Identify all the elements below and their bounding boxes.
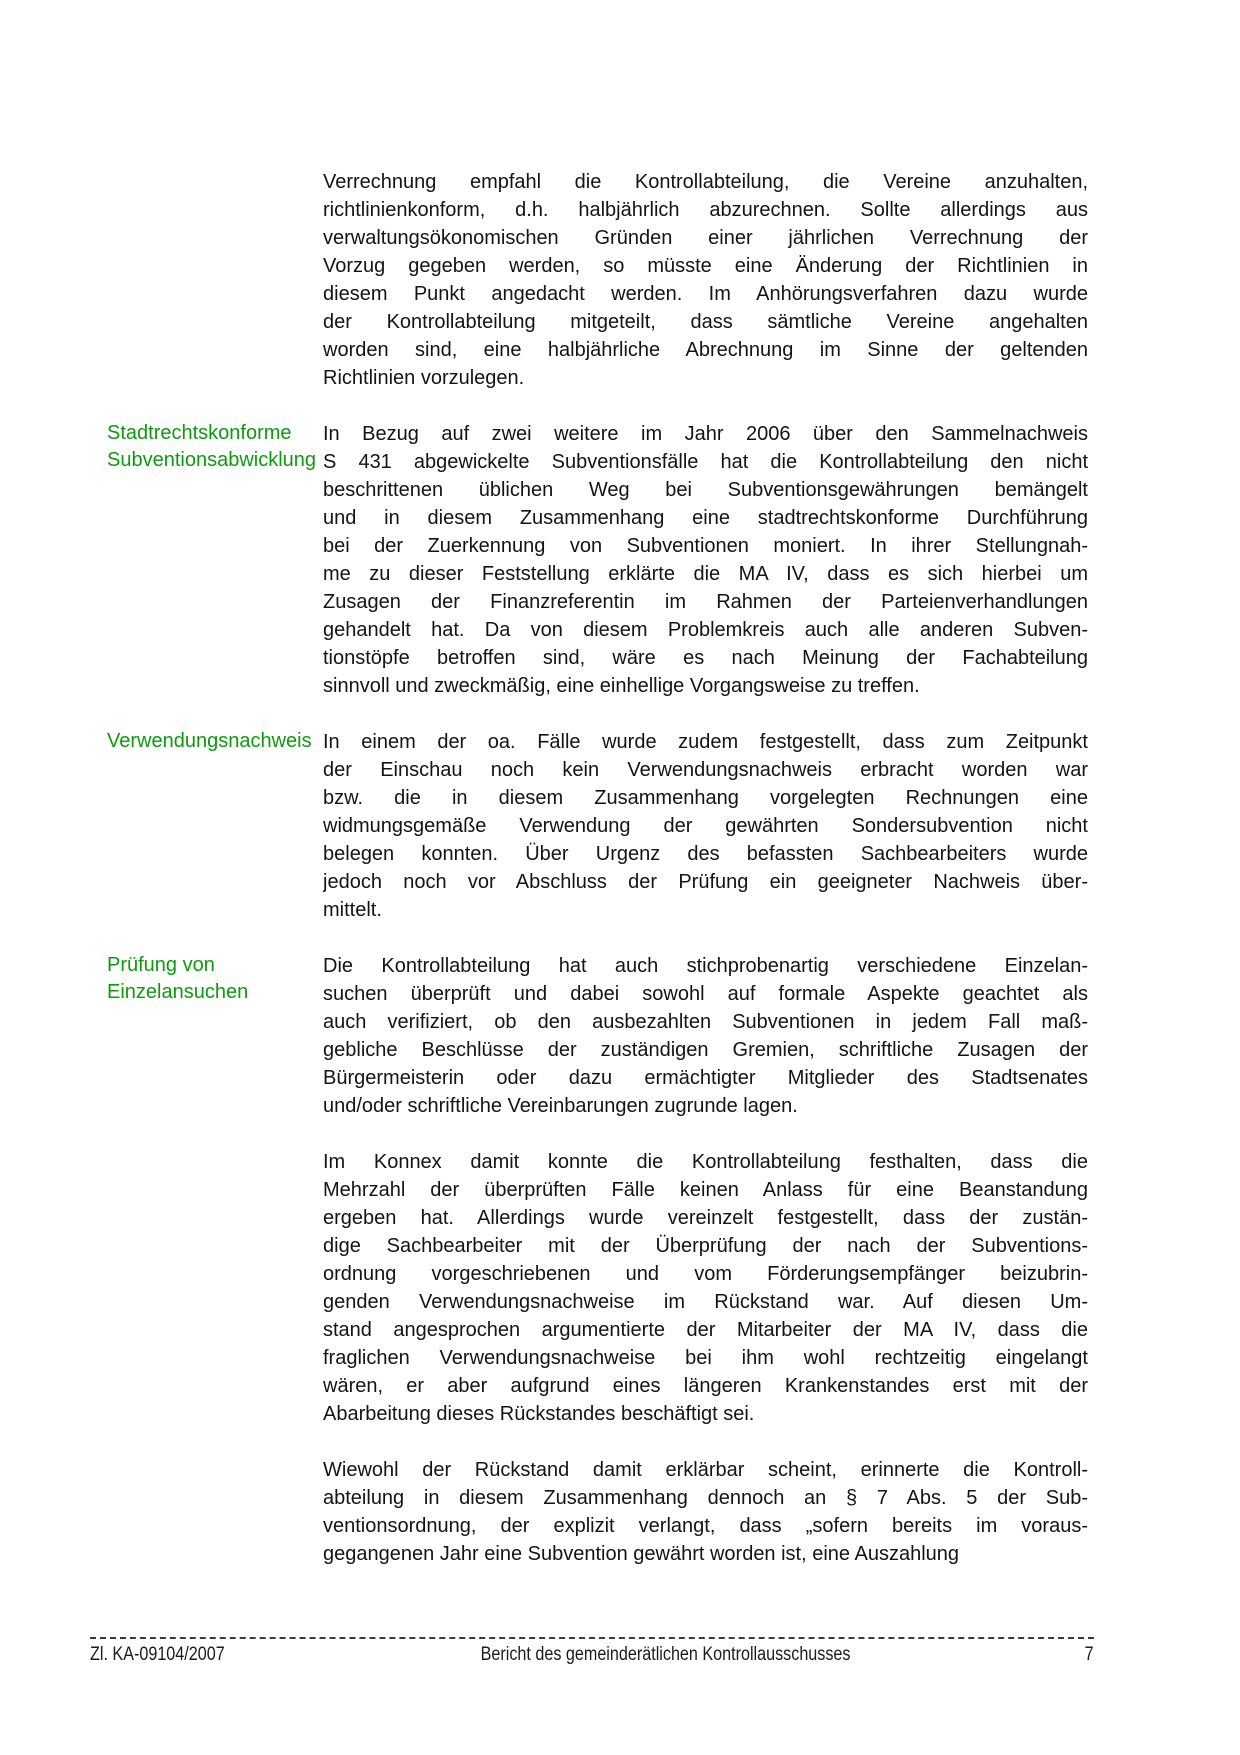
footer: [90, 1637, 1094, 1666]
text-line: worden sind, eine halbjährliche Abrechnung im Sinne der geltenden: [323, 339, 1088, 361]
margin-label: [107, 420, 323, 474]
body-text: [107, 168, 1088, 1596]
margin-label-line: Stadtrechtskonforme: [107, 422, 292, 444]
text-line: fraglichen Verwendungsnachweise bei ihm wohl rechtzeitig eingelangt: [323, 1347, 1088, 1369]
margin-label-line: Subventionsabwicklung: [107, 449, 317, 471]
margin-label: [107, 952, 323, 1006]
section-row: [107, 168, 1088, 392]
paragraph: [323, 168, 1088, 392]
text-line: Mehrzahl der überprüften Fälle keinen Anlass für eine Beanstandung: [323, 1179, 1088, 1201]
text-line: In einem der oa. Fälle wurde zudem festgestellt, dass zum Zeitpunkt: [323, 731, 1088, 753]
text-line: der Kontrollabteilung mitgeteilt, dass sämtliche Vereine angehalten: [323, 311, 1088, 333]
text-line: suchen überprüft und dabei sowohl auf formale Aspekte geachtet als: [323, 983, 1088, 1005]
text-line: jedoch noch vor Abschluss der Prüfung ein geeigneter Nachweis über-: [323, 871, 1088, 893]
section-row: [107, 952, 1088, 1120]
text-line: Wiewohl der Rückstand damit erklärbar scheint, erinnerte die Kontroll-: [323, 1459, 1088, 1481]
text-line: dige Sachbearbeiter mit der Überprüfung der nach der Subventions-: [323, 1235, 1088, 1257]
section-row: [107, 420, 1088, 700]
text-line: belegen konnten. Über Urgenz des befassten Sachbearbeiters wurde: [323, 843, 1088, 865]
text-line: ventionsordnung, der explizit verlangt, dass „sofern bereits im voraus-: [323, 1515, 1088, 1537]
text-line: bzw. die in diesem Zusammenhang vorgelegten Rechnungen eine: [323, 787, 1088, 809]
paragraph: [323, 420, 1088, 700]
paragraph: [323, 728, 1088, 924]
text-line: der Einschau noch kein Verwendungsnachweis erbracht worden war: [323, 759, 1088, 781]
section-row: [107, 728, 1088, 924]
paragraph: [323, 1148, 1088, 1428]
paragraph: [323, 1456, 1088, 1568]
text-line: und in diesem Zusammenhang eine stadtrechtskonforme Durchführung: [323, 507, 1088, 529]
text-line: ordnung vorgeschriebenen und vom Förderungsempfänger beizubrin-: [323, 1263, 1088, 1285]
text-line: widmungsgemäße Verwendung der gewährten Sondersubvention nicht: [323, 815, 1088, 837]
footer-page-number: 7: [1084, 1644, 1094, 1665]
text-line: richtlinienkonform, d.h. halbjährlich abzurechnen. Sollte allerdings aus: [323, 199, 1088, 221]
text-line: auch verifiziert, ob den ausbezahlten Subventionen in jedem Fall maß-: [323, 1011, 1088, 1033]
text-line: bei der Zuerkennung von Subventionen moniert. In ihrer Stellungnah-: [323, 535, 1088, 557]
text-line: sinnvoll und zweckmäßig, eine einhellige Vorgangsweise zu treffen.: [323, 675, 920, 697]
footer-reference: Zl. KA-09104/2007: [90, 1644, 225, 1665]
text-line: tionstöpfe betroffen sind, wäre es nach Meinung der Fachabteilung: [323, 647, 1088, 669]
text-line: Vorzug gegeben werden, so müsste eine Änderung der Richtlinien in: [323, 255, 1088, 277]
text-line: S 431 abgewickelte Subventionsfälle hat die Kontrollabteilung den nicht: [323, 451, 1088, 473]
text-line: ergeben hat. Allerdings wurde vereinzelt festgestellt, dass der zustän-: [323, 1207, 1088, 1229]
text-line: wären, er aber aufgrund eines längeren Krankenstandes erst mit der: [323, 1375, 1088, 1397]
text-line: genden Verwendungsnachweise im Rückstand war. Auf diesen Um-: [323, 1291, 1088, 1313]
text-line: Im Konnex damit konnte die Kontrollabteilung festhalten, dass die: [323, 1151, 1088, 1173]
section-row: [107, 1456, 1088, 1568]
text-line: abteilung in diesem Zusammenhang dennoch an § 7 Abs. 5 der Sub-: [323, 1487, 1088, 1509]
text-line: Zusagen der Finanzreferentin im Rahmen der Parteienverhandlungen: [323, 591, 1088, 613]
text-line: gehandelt hat. Da von diesem Problemkreis auch alle anderen Subven-: [323, 619, 1088, 641]
text-line: Richtlinien vorzulegen.: [323, 367, 525, 389]
text-line: mittelt.: [323, 899, 382, 921]
text-line: me zu dieser Feststellung erklärte die MA IV, dass es sich hierbei um: [323, 563, 1088, 585]
text-line: Bürgermeisterin oder dazu ermächtigter Mitglieder des Stadtsenates: [323, 1067, 1088, 1089]
text-line: In Bezug auf zwei weitere im Jahr 2006 über den Sammelnachweis: [323, 423, 1088, 445]
margin-label: [107, 728, 323, 755]
text-line: gegangenen Jahr eine Subvention gewährt worden ist, eine Auszahlung: [323, 1543, 960, 1565]
text-line: Abarbeitung dieses Rückstandes beschäftigt sei.: [323, 1403, 755, 1425]
text-line: diesem Punkt angedacht werden. Im Anhörungsverfahren dazu wurde: [323, 283, 1088, 305]
footer-title: Bericht des gemeinderätlichen Kontrollausschusses: [480, 1644, 851, 1665]
text-line: beschrittenen üblichen Weg bei Subventionsgewährungen bemängelt: [323, 479, 1088, 501]
text-line: gebliche Beschlüsse der zuständigen Gremien, schriftliche Zusagen der: [323, 1039, 1088, 1061]
text-line: und/oder schriftliche Vereinbarungen zugrunde lagen.: [323, 1095, 798, 1117]
margin-label-line: Prüfung von: [107, 954, 215, 976]
text-line: stand angesprochen argumentierte der Mitarbeiter der MA IV, dass die: [323, 1319, 1088, 1341]
paragraph: [323, 952, 1088, 1120]
text-line: verwaltungsökonomischen Gründen einer jährlichen Verrechnung der: [323, 227, 1088, 249]
margin-label-line: Einzelansuchen: [107, 981, 249, 1003]
text-line: Die Kontrollabteilung hat auch stichprobenartig verschiedene Einzelan-: [323, 955, 1088, 977]
section-row: [107, 1148, 1088, 1428]
text-line: Verrechnung empfahl die Kontrollabteilung, die Vereine anzuhalten,: [323, 171, 1088, 193]
margin-label-line: Verwendungsnachweis: [107, 730, 312, 752]
